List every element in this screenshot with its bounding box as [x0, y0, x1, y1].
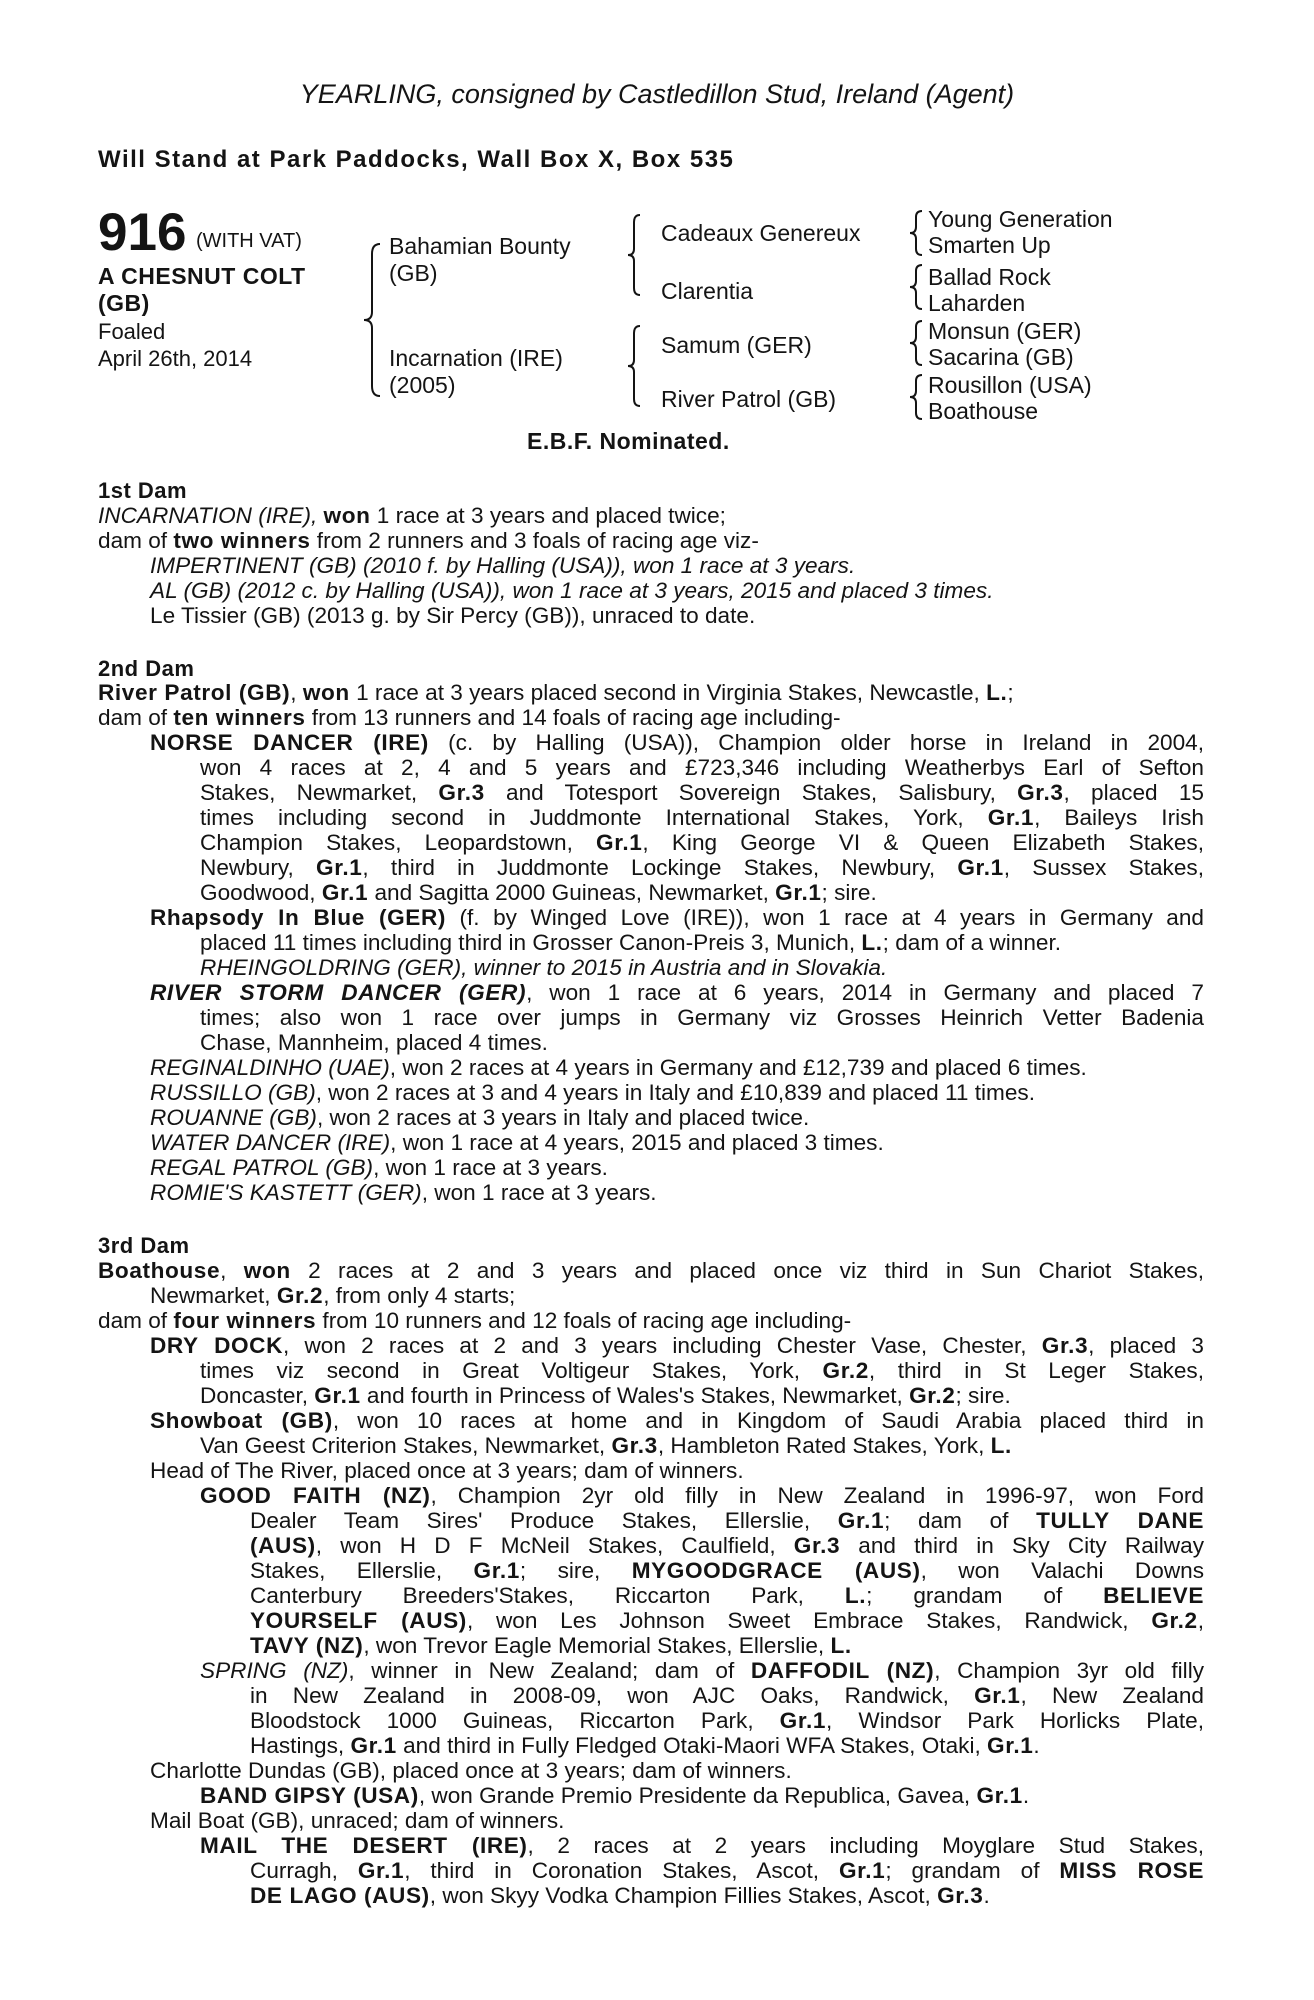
pedigree-brace-main [360, 240, 384, 400]
dam3-line: Showboat (GB), won 10 races at home and in Kingdom of Saudi Arabia placed third in [150, 1408, 1204, 1433]
pedigree-brace-g3-3 [906, 318, 926, 368]
pedigree-brace-g3-2 [906, 262, 926, 312]
dam3-line: times viz second in Great Voltigeur Stakes, York, Gr.2, third in St Leger Stakes, [200, 1358, 1204, 1383]
pedigree-g3-4: Laharden [928, 290, 1026, 316]
dam3-line: in New Zealand in 2008-09, won AJC Oaks, Randwick, Gr.1, New Zealand [250, 1683, 1204, 1708]
dam2-line: Champion Stakes, Leopardstown, Gr.1, King George VI & Queen Elizabeth Stakes, [200, 830, 1204, 855]
dam3-line: Bloodstock 1000 Guineas, Riccarton Park, Gr.1, Windsor Park Horlicks Plate, [250, 1708, 1204, 1733]
stand-location: Will Stand at Park Paddocks, Wall Box X, Box 535 [98, 146, 735, 173]
dam2-line: times; also won 1 race over jumps in Germany viz Grosses Heinrich Vetter Badenia [200, 1005, 1204, 1030]
lot-description-line2: (GB) [98, 290, 150, 316]
pedigree-g3-1: Young Generation [928, 206, 1113, 232]
dam1-line: AL (GB) (2012 c. by Halling (USA)), won 1 race at 3 years, 2015 and placed 3 times. [150, 578, 994, 603]
dam2-line: REGAL PATROL (GB), won 1 race at 3 years. [150, 1155, 608, 1180]
dam2-line: River Patrol (GB), won 1 race at 3 years placed second in Virginia Stakes, Newcastle, L.; [98, 680, 1014, 705]
dam2-line: placed 11 times including third in Grosser Canon-Preis 3, Munich, L.; dam of a winner. [200, 930, 1062, 955]
dam2-line: Rhapsody In Blue (GER) (f. by Winged Love (IRE)), won 1 race at 4 years in Germany and [150, 905, 1204, 930]
pedigree-sire-country: (GB) [389, 260, 438, 286]
pedigree-g3-3: Ballad Rock [928, 264, 1051, 290]
dam3-line: TAVY (NZ), won Trevor Eagle Memorial Stakes, Ellerslie, L. [250, 1633, 852, 1658]
page-title: YEARLING, consigned by Castledillon Stud, Ireland (Agent) [299, 79, 1015, 109]
dam3-line: BAND GIPSY (USA), won Grande Premio Presidente da Republica, Gavea, Gr.1. [200, 1783, 1030, 1808]
pedigree-brace-g3-4 [906, 372, 926, 422]
pedigree-g3-2: Smarten Up [928, 232, 1051, 258]
dam3-line: Hastings, Gr.1 and third in Fully Fledged Otaki-Maori WFA Stakes, Otaki, Gr.1. [250, 1733, 1040, 1758]
dam3-line: DE LAGO (AUS), won Skyy Vodka Champion Fillies Stakes, Ascot, Gr.3. [250, 1883, 990, 1908]
dam2-line: ROUANNE (GB), won 2 races at 3 years in Italy and placed twice. [150, 1105, 810, 1130]
pedigree-brace-g3-1 [906, 208, 926, 258]
pedigree-dam: Incarnation (IRE) [389, 345, 563, 371]
dam2-line: RHEINGOLDRING (GER), winner to 2015 in Austria and in Slovakia. [200, 955, 888, 980]
dam2-line: ROMIE'S KASTETT (GER), won 1 race at 3 years. [150, 1180, 657, 1205]
dam2-line: Stakes, Newmarket, Gr.3 and Totesport Sovereign Stakes, Salisbury, Gr.3, placed 15 [200, 780, 1204, 805]
pedigree-sire: Bahamian Bounty [389, 233, 571, 259]
lot-number: 916 [98, 203, 187, 262]
dam2-line: won 4 races at 2, 4 and 5 years and £723,346 including Weatherbys Earl of Sefton [200, 755, 1204, 780]
dam2-line: WATER DANCER (IRE), won 1 race at 4 years, 2015 and placed 3 times. [150, 1130, 884, 1155]
dam3-line: (AUS), won H D F McNeil Stakes, Caulfield, Gr.3 and third in Sky City Railway [250, 1533, 1204, 1558]
dam3-line: Charlotte Dundas (GB), placed once at 3 years; dam of winners. [150, 1758, 792, 1783]
dam3-line: Head of The River, placed once at 3 years; dam of winners. [150, 1458, 744, 1483]
dam3-line: MAIL THE DESERT (IRE), 2 races at 2 years including Moyglare Stud Stakes, [200, 1833, 1204, 1858]
pedigree-sire-dam: Clarentia [661, 278, 754, 304]
lot-description-line1: A CHESNUT COLT [98, 263, 306, 289]
dam3-line: Mail Boat (GB), unraced; dam of winners. [150, 1808, 565, 1833]
dam3-line: GOOD FAITH (NZ), Champion 2yr old filly in New Zealand in 1996-97, won Ford [200, 1483, 1204, 1508]
dam2-line: Goodwood, Gr.1 and Sagitta 2000 Guineas, Newmarket, Gr.1; sire. [200, 880, 877, 905]
dam1-line: Le Tissier (GB) (2013 g. by Sir Percy (GB)), unraced to date. [150, 603, 756, 628]
dam3-line: Curragh, Gr.1, third in Coronation Stakes, Ascot, Gr.1; grandam of MISS ROSE [250, 1858, 1204, 1883]
pedigree-dam-dam: River Patrol (GB) [661, 386, 837, 412]
dam3-line: DRY DOCK, won 2 races at 2 and 3 years including Chester Vase, Chester, Gr.3, placed 3 [150, 1333, 1204, 1358]
pedigree-g3-6: Sacarina (GB) [928, 344, 1074, 370]
foaled-label: Foaled [98, 319, 166, 344]
pedigree-g3-7: Rousillon (USA) [928, 372, 1092, 398]
dam3-line: Dealer Team Sires' Produce Stakes, Ellerslie, Gr.1; dam of TULLY DANE [250, 1508, 1205, 1533]
section-heading-1st-dam: 1st Dam [98, 478, 188, 503]
vat-note: (WITH VAT) [196, 230, 302, 252]
dam2-line: RIVER STORM DANCER (GER), won 1 race at 6 years, 2014 in Germany and placed 7 [150, 980, 1204, 1005]
pedigree-sire-sire: Cadeaux Genereux [661, 220, 861, 246]
ebf-nomination: E.B.F. Nominated. [527, 428, 730, 454]
section-heading-2nd-dam: 2nd Dam [98, 656, 195, 681]
dam3-line: Canterbury Breeders'Stakes, Riccarton Park, L.; grandam of BELIEVE [250, 1583, 1204, 1608]
dam2-line: RUSSILLO (GB), won 2 races at 3 and 4 years in Italy and £10,839 and placed 11 times. [150, 1080, 1036, 1105]
dam3-line: SPRING (NZ), winner in New Zealand; dam of DAFFODIL (NZ), Champion 3yr old filly [200, 1658, 1205, 1683]
foaled-info [98, 318, 252, 372]
lot-description [98, 263, 368, 317]
foaled-date: April 26th, 2014 [98, 346, 253, 371]
dam2-line: NORSE DANCER (IRE) (c. by Halling (USA)), Champion older horse in Ireland in 2004, [150, 730, 1204, 755]
dam3-line: Stakes, Ellerslie, Gr.1; sire, MYGOODGRACE (AUS), won Valachi Downs [250, 1558, 1204, 1583]
dam3-line: Van Geest Criterion Stakes, Newmarket, Gr.3, Hambleton Rated Stakes, York, L. [200, 1433, 1012, 1458]
dam1-line: INCARNATION (IRE), won 1 race at 3 years and placed twice; [98, 503, 726, 528]
dam3-line: dam of four winners from 10 runners and 12 foals of racing age including- [98, 1308, 852, 1333]
dam2-line: Chase, Mannheim, placed 4 times. [200, 1030, 548, 1055]
section-heading-3rd-dam: 3rd Dam [98, 1233, 190, 1258]
pedigree-g3-8: Boathouse [928, 398, 1038, 424]
dam1-line: dam of two winners from 2 runners and 3 foals of racing age viz- [98, 528, 759, 553]
pedigree-dam-year: (2005) [389, 372, 456, 398]
pedigree-dam-sire: Samum (GER) [661, 332, 812, 358]
pedigree-brace-dam [624, 323, 644, 409]
dam3-line: Boathouse, won 2 races at 2 and 3 years and placed once viz third in Sun Chariot Stakes, [98, 1258, 1204, 1283]
dam2-line: REGINALDINHO (UAE), won 2 races at 4 years in Germany and £12,739 and placed 6 times. [150, 1055, 1087, 1080]
dam1-line: IMPERTINENT (GB) (2010 f. by Halling (USA)), won 1 race at 3 years. [150, 553, 856, 578]
dam2-line: Newbury, Gr.1, third in Juddmonte Lockinge Stakes, Newbury, Gr.1, Sussex Stakes, [200, 855, 1204, 880]
dam3-line: Newmarket, Gr.2, from only 4 starts; [150, 1283, 516, 1308]
dam2-line: times including second in Juddmonte International Stakes, York, Gr.1, Baileys Irish [200, 805, 1204, 830]
pedigree-brace-sire [624, 212, 644, 298]
dam3-line: YOURSELF (AUS), won Les Johnson Sweet Embrace Stakes, Randwick, Gr.2, [250, 1608, 1204, 1633]
dam3-line: Doncaster, Gr.1 and fourth in Princess of Wales's Stakes, Newmarket, Gr.2; sire. [200, 1383, 1011, 1408]
dam2-line: dam of ten winners from 13 runners and 14 foals of racing age including- [98, 705, 841, 730]
pedigree-g3-5: Monsun (GER) [928, 318, 1082, 344]
